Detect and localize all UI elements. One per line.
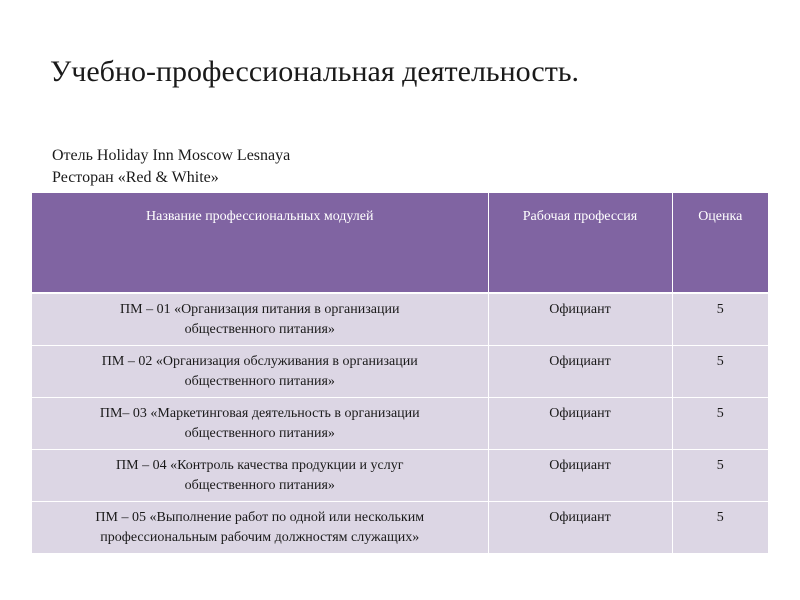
profession-cell: Официант bbox=[488, 397, 672, 449]
table-header-row bbox=[32, 193, 768, 293]
header-profession: Рабочая профессия bbox=[488, 193, 672, 293]
slide-title: Учебно-профессиональная деятельность. bbox=[50, 55, 580, 88]
table-row bbox=[32, 397, 768, 449]
profession-cell: Официант bbox=[488, 345, 672, 397]
module-line: общественного питания» bbox=[184, 322, 335, 337]
module-line: общественного питания» bbox=[184, 425, 335, 441]
table-row bbox=[32, 501, 768, 553]
module-line: ПМ – 05 «Выполнение работ по одной или нескольким bbox=[95, 509, 425, 525]
module-cell bbox=[32, 293, 488, 345]
profession-cell: Официант bbox=[488, 501, 672, 553]
hotel-name: Отель Holiday Inn Moscow Lesnaya bbox=[52, 147, 291, 164]
module-cell bbox=[32, 501, 488, 553]
module-line: ПМ – 04 «Контроль качества продукции и услуг bbox=[116, 457, 404, 473]
header-grade: Оценка bbox=[672, 193, 768, 293]
profession-cell: Официант bbox=[488, 449, 672, 501]
module-line: ПМ– 03 «Маркетинговая деятельность в организации bbox=[99, 405, 420, 421]
restaurant-name: Ресторан «Red & White» bbox=[52, 169, 219, 186]
table-row bbox=[32, 449, 768, 501]
table-row bbox=[32, 293, 768, 345]
module-line: ПМ – 01 «Организация питания в организации bbox=[120, 302, 400, 317]
module-line: профессиональным рабочим должностям служащих» bbox=[100, 529, 420, 545]
module-cell bbox=[32, 449, 488, 501]
grade-cell: 5 bbox=[672, 345, 768, 397]
header-module-name: Название профессиональных модулей bbox=[32, 193, 488, 293]
grade-cell: 5 bbox=[672, 449, 768, 501]
module-line: ПМ – 02 «Организация обслуживания в организации bbox=[101, 353, 418, 369]
grade-cell: 5 bbox=[672, 501, 768, 553]
module-cell bbox=[32, 397, 488, 449]
grade-cell: 5 bbox=[672, 397, 768, 449]
table-row bbox=[32, 345, 768, 397]
module-line: общественного питания» bbox=[184, 477, 335, 493]
grade-cell: 5 bbox=[672, 293, 768, 345]
module-line: общественного питания» bbox=[184, 373, 335, 389]
module-cell bbox=[32, 345, 488, 397]
subtitle-block bbox=[52, 145, 290, 189]
profession-cell: Официант bbox=[488, 293, 672, 345]
modules-table bbox=[32, 193, 768, 553]
